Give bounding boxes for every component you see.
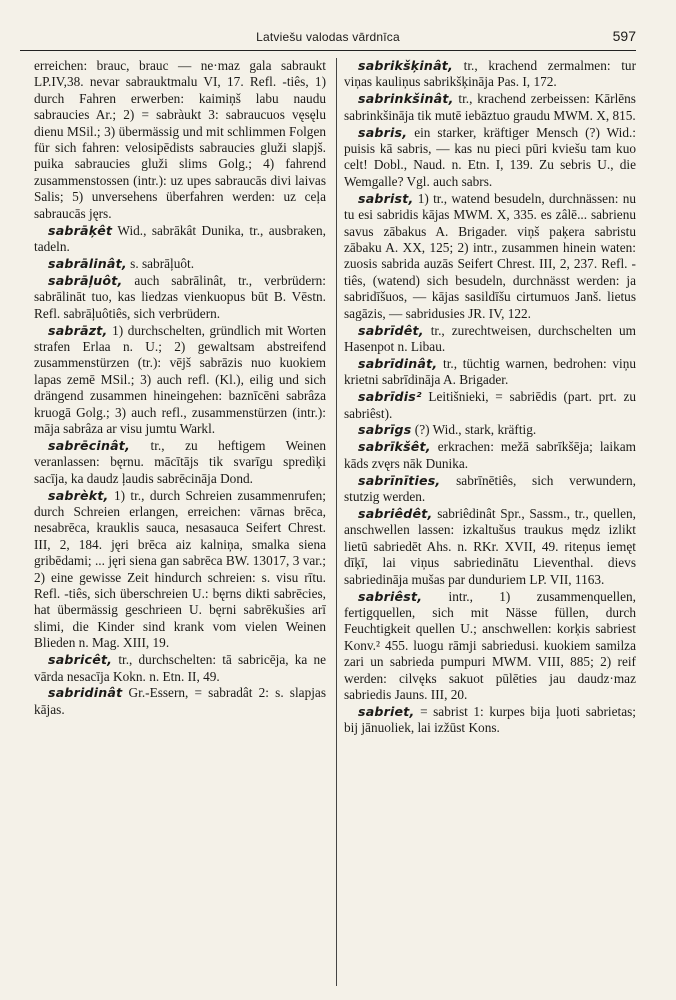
entry-definition: Wid., sabrākât Dunika, tr., ausbraken, tadeln.	[34, 222, 326, 254]
entry-definition: erreichen: brauc, brauc — ne·maz gala sabraukt LP.IV,38. nevar sabrauktmalu VI, 17. Refl. -tiês, 1) durch Fahren erwerben: kaimiņš labu naudu sabraucies Ar.; 2) = sabràukt 3: sabraucuos vęsęlu dienu MSil.; 3) übermässig und mit schlimmen Folgen für sich fahren: velosipēdists sabraucies gluži slapjš. puika sabraucies gluži slims Golg.; 4) fahrend zusammenstossen (intr.): uz upes sabraucās divi laivas Salis; 5) unversehens überfahren werden: uz ceļa sabraucās jęrs.	[34, 58, 326, 221]
dictionary-entry	[34, 685, 326, 718]
entry-headword: sabris,	[358, 124, 408, 140]
dictionary-entry	[344, 389, 636, 422]
column-divider	[336, 58, 337, 986]
entry-definition: tr., tüchtig warnen, bedrohen: viņu krietni sabrīdināja A. Brigader.	[344, 355, 636, 388]
entry-definition: tr., krachend zerbeissen: Kārlēns sabrinkšināja tik mutē iebāztuo graudu MWM. X, 815.	[344, 91, 636, 123]
entry-headword: sabrīdêt,	[358, 322, 424, 338]
entry-headword: sabridinât	[48, 685, 123, 701]
entry-headword: sabrīnīties,	[358, 472, 441, 488]
entry-definition: 1) tr., watend besudeln, durchnässen: nu tu esi sabridis kājas MWM. X, 335. es zâlē... sabrienu savus zābakus A. Brigader. viņš paķera sabristu zābaku A. XX, 125; 2) intr., zusammen hinein waten: zuosis sabrida auzās Seifert Chrest. III, 2, 237. Refl. -tiês, (watend) sich besudeln, durchnässt werden: ja sabridīšuos, — kājas sasildīšu cirtumuos Janš. lietus sagāzis, — sabridusies JR. IV, 122.	[344, 190, 636, 321]
dictionary-entry	[34, 256, 326, 272]
entry-definition: 1) tr., durch Schreien zusammenrufen; durch Schreien erlangen, erreichen: vārnas brēca, nesabrēca, krauklis sauca, nesasauca Seifert Chrest. III, 2, 184. jęri brēca aiz kalniņa, smalka siena gribēdami; ... jęri siena gan sabrēca BW. 13017, 3 var.; 2) eine gewisse Zeit hindurch schreien: s. visu rītu. Refl. -tiês, sich überschreien U.: bęrns dikti sabrēcies, hat übermässig geschrieen U. bęrni sabrēkušies arī slimi, die Kinder sind krank vom vielen Weinen Blieden n. Mag. XIII, 19.	[34, 487, 326, 651]
entry-definition: tr., zurechtweisen, durchschelten um Hasenpot n. Libau.	[344, 322, 636, 354]
entry-definition: intr., 1) zusammenquellen, fertigquellen, sich mit Nässe füllen, durch Feuchtigkeit quellen U.; anschwellen: korķis sabriest Konv.² 455. luogu rāmji sabriedusi. kuokiem samilza zari un sabrieda pumpuri MWM. VIII, 885; 2) reif werden: cilvęks sakuot pūlēties jau daudz·maz sabriedis Jauns. III, 20.	[344, 588, 636, 702]
entry-definition: 1) durchschelten, gründlich mit Worten strafen Erlaa n. U.; 2) gewaltsam abstreifend zusammenstürzen (tr.): vējš sabrāzis nuo kuokiem lapas zemē MSil.; 3) auch refl. (Kl.), eilig und sich drängend zusammen hineingehen: baznīcēni sabrâza kruogā Golg.; 3) auch refl., zusammenstürzen (intr.): māja sabrâza ar visu jumtu Warkl.	[34, 322, 326, 436]
entry-definition: = sabrist 1: kurpes bija ļuoti sabrietas; bij jānuoliek, lai izžūst Kons.	[344, 703, 636, 736]
entry-headword: sabrēcinât,	[48, 437, 131, 453]
dictionary-entry	[344, 589, 636, 704]
dictionary-entry	[34, 438, 326, 487]
dictionary-entry	[34, 223, 326, 256]
dictionary-entry	[34, 488, 326, 652]
running-head: Latviešu valodas vārdnīca	[256, 30, 400, 44]
dictionary-entry	[344, 58, 636, 91]
page-header	[20, 28, 636, 51]
entry-headword: sabrāļuôt,	[48, 272, 123, 288]
entry-headword: sabrālinât,	[48, 255, 127, 271]
entry-headword: sabrist,	[358, 190, 414, 206]
dictionary-entry	[344, 506, 636, 588]
entry-headword: sabriet,	[358, 703, 415, 719]
entry-headword: sabrāzt,	[48, 322, 108, 338]
dictionary-entry	[344, 704, 636, 737]
entry-headword: sabrīgs	[358, 422, 412, 438]
entry-headword: sabrikšķinât,	[358, 58, 453, 73]
dictionary-entry	[344, 422, 636, 438]
entry-headword: sabricêt,	[48, 652, 113, 668]
dictionary-entry	[344, 439, 636, 472]
entry-definition: erkrachen: mežā sabrīkšēja; laikam kāds zvęrs nāk Dunika.	[344, 439, 636, 471]
entry-definition: (?) Wid., stark, kräftig.	[414, 422, 537, 438]
entry-headword: sabriêdêt,	[358, 505, 433, 521]
entry-definition: auch sabrālinât, tr., verbrüdern: sabrālināt tuo, kas liedzas vienkuopus būt B. Vēstn. Refl. sabrāļuôtiês, sich verbrüdern.	[34, 272, 326, 321]
dictionary-entry	[344, 125, 636, 191]
entry-headword: sabrinkšinât,	[358, 91, 454, 107]
right-column	[344, 58, 636, 988]
entry-definition: sabrīnētiês, sich verwundern, stutzig werden.	[344, 472, 636, 505]
dictionary-entry	[344, 191, 636, 322]
dictionary-entry	[34, 652, 326, 685]
entry-definition: tr., krachend zermalmen: tur viņas kauliņus sabrikšķināja Pas. I, 172.	[344, 58, 636, 90]
left-column	[34, 58, 326, 988]
entry-definition: ein starker, kräftiger Mensch (?) Wid.: puisis kā sabris, — kas nu pieci pūri kviešu tam kuo celt! Dobl., Naud. n. Etn. I, 139. Zu sebris U., die Wemgalle? Vgl. auch sabrs.	[344, 124, 636, 189]
entry-headword: sabrīdinât,	[358, 355, 438, 371]
entry-headword: sabriêst,	[358, 588, 423, 604]
dictionary-entry	[344, 356, 636, 389]
dictionary-entry	[344, 473, 636, 506]
entry-definition: Gr.-Essern, = sabradât 2: s. slapjas kājas.	[34, 685, 326, 717]
entry-headword: sabrāķêt	[48, 222, 113, 238]
entry-definition: sabriêdinât Spr., Sassm., tr., quellen, anschwellen lassen: izkaltušus traukus mędz izlikt lietū sabriedēt Ahs. n. RKr. XVII, 49. riteņus iemęt dīķī, lai viņus sabriedinātu Lieventhal. dievs sabriedināja mušas par dunduriem LP. VII, 1163.	[344, 505, 636, 587]
page-number: 597	[612, 28, 636, 44]
dictionary-entry	[34, 323, 326, 438]
entry-definition: Leitišnieki, = sabriēdis (part. prt. zu sabriêst).	[344, 389, 636, 421]
entry-definition: tr., durchschelten: tā sabricēja, ka ne vārda nesacīja Kokn. n. Etn. II, 49.	[34, 652, 326, 684]
entry-headword: sabrèkt,	[48, 487, 109, 503]
entry-headword: sabrīkšêt,	[358, 439, 431, 455]
entry-definition: s. sabrāļuôt.	[130, 255, 195, 271]
entry-definition: tr., zu heftigem Weinen veranlassen: bęrnu. mācītājs tik svarīgu spredìķi sacīja, ka daudz ļaudis sabrēcināja Dond.	[34, 437, 326, 486]
entry-headword: sabrīdis²	[358, 389, 422, 405]
dictionary-entry	[34, 58, 326, 222]
dictionary-entry	[344, 323, 636, 356]
dictionary-entry	[34, 273, 326, 322]
dictionary-entry	[344, 91, 636, 124]
